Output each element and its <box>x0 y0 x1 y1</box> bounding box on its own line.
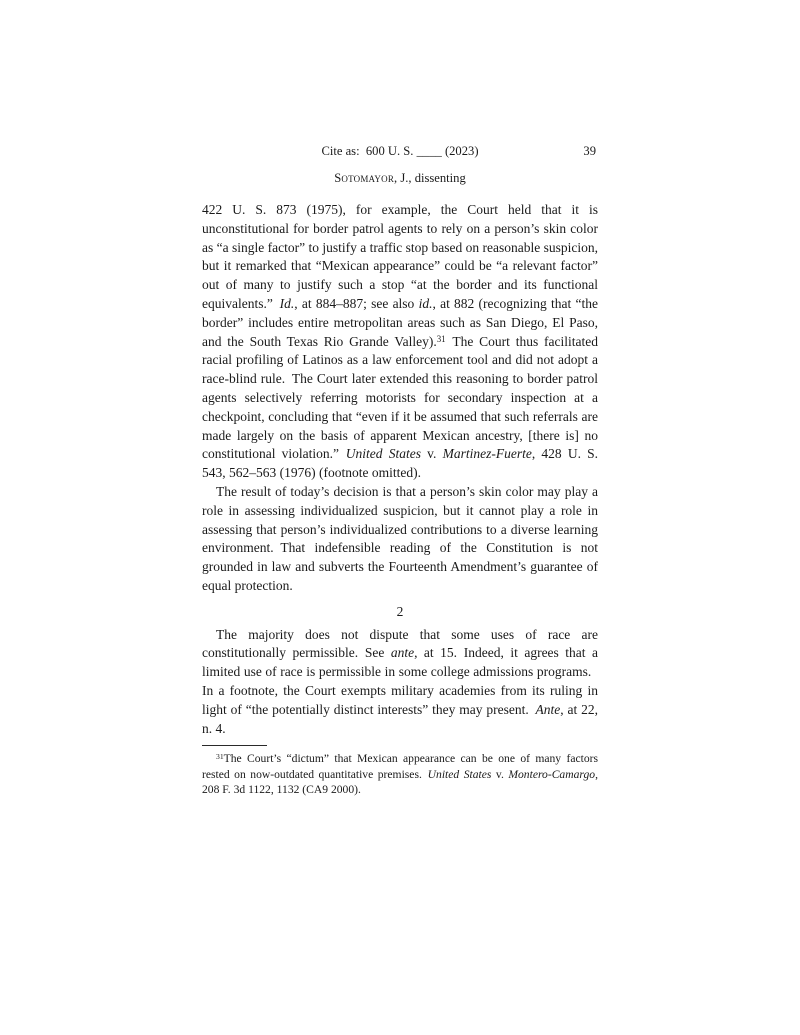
footnote-31 <box>202 751 598 797</box>
paragraph-2 <box>202 483 598 596</box>
text-segment: , J., dissenting <box>394 171 466 185</box>
opinion-attribution <box>202 171 598 186</box>
text-segment: ante <box>390 645 415 661</box>
opinion-body <box>202 201 598 738</box>
text-segment: v. <box>420 446 443 462</box>
footnote-reference: 31 <box>216 751 224 761</box>
text-segment: The Court’s “dictum” that Mexican appearance can be one of many factors rested on now-outdated quantitative premises. <box>202 752 598 781</box>
text-segment: , at 22, n. 4. <box>202 701 598 736</box>
text-segment: Id. <box>279 295 295 311</box>
text-segment: Montero-Camargo <box>508 767 596 781</box>
running-head <box>202 144 598 159</box>
footnotes-section <box>202 751 598 797</box>
text-segment: The result of today’s decision is that a person’s skin color may play a role in assessing individualized suspicion, but it cannot play a role in assessing that person’s individualized contributions to a diverse learning environment. That indefensible reading of the Constitution is not grounded in law and subverts the Fourteenth Amendment’s guarantee of equal protection. <box>202 483 598 593</box>
text-segment: 422 U. S. 873 (1975), for example, the Court held that it is unconstitutional for border patrol agents to rely on a person’s skin color as “a single factor” to justify a traffic stop based on reasonable suspicion, but it remarked that “Mexican appearance” could be “a relevant factor” out of many to justify such a stop “at the border and its functional equivalents.” <box>202 202 599 311</box>
text-segment: , at 15. Indeed, it agrees that a limited use of race is permissible in some college admissions programs. In a footnote, the Court exempts military academies from its ruling in light of “the potentially distinct interests” they may present. <box>202 645 598 717</box>
opinion-content <box>202 144 598 797</box>
text-segment: , at 882 (recognizing that “the border” includes entire metropolitan areas such as San Diego, El Paso, and the South Texas Rio Grande Valley). <box>202 295 598 349</box>
text-segment: Ante <box>535 701 561 717</box>
footnote-reference: 31 <box>436 333 446 344</box>
text-segment: , at 884–887; see also <box>294 295 419 311</box>
section-number: 2 <box>396 603 404 619</box>
text-segment: Martinez-Fuerte <box>442 446 532 462</box>
text-segment: , 428 U. S. 543, 562–563 (1976) (footnote omitted). <box>202 446 599 481</box>
page-number: 39 <box>583 144 596 158</box>
footnote-separator-rule <box>202 745 267 746</box>
text-segment: id. <box>418 295 433 311</box>
text-segment: , 208 F. 3d 1122, 1132 (CA9 2000). <box>202 767 598 796</box>
text-segment: The majority does not dispute that some uses of race are constitutionally permissible. See <box>202 626 598 661</box>
text-segment: v. <box>491 767 509 781</box>
paragraph-1 <box>202 201 598 483</box>
cite-line: Cite as: 600 U. S. ____ (2023) <box>321 144 479 158</box>
text-segment: United States <box>427 767 492 781</box>
text-segment: The Court thus facilitated racial profiling of Latinos as a law enforcement tool and did not adopt a race-blind rule. The Court later extended this reasoning to border patrol agents selectively referring motorists for secondary inspection at a checkpoint, concluding that “even if it be assumed that such referrals are made largely on the basis of apparent Mexican ancestry, [there is] no constitutional violation.” <box>202 333 598 462</box>
paragraph-3 <box>202 626 598 739</box>
text-segment: Sotomayor <box>334 171 395 185</box>
text-segment: United States <box>345 446 421 462</box>
